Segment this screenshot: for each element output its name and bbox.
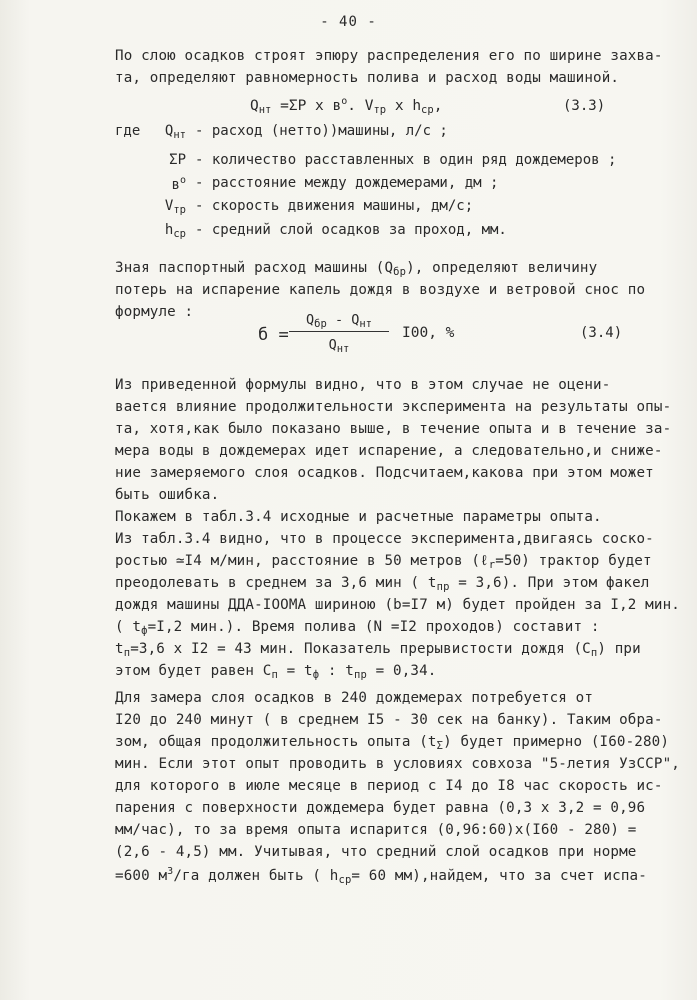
text-line: Покажем в табл.3.4 исходные и расчетные параметры опыта. <box>115 509 602 525</box>
text-fragment: = 3,6). При этом факел <box>449 575 650 591</box>
text-line: для которого в июле месяце в период с I4 до I8 час скорость ис- <box>115 778 663 794</box>
text-fragment: =3,6 x I2 = 43 мин. Показатель прерывистости дождя (C <box>130 641 591 657</box>
frac-sub: нт <box>336 343 350 355</box>
text-line <box>115 553 652 571</box>
formula-rhs-c: x h <box>386 98 422 114</box>
formula-lhs-sub: нт <box>258 104 272 116</box>
formula-rhs-sub2: ср <box>421 104 434 116</box>
def-text: - расстояние между дождемерами, дм ; <box>195 175 499 191</box>
text-fragment: : t <box>319 663 354 679</box>
text-line <box>115 619 600 637</box>
text-fragment: = 60 мм),найдем, что за счет испа- <box>351 868 647 884</box>
text-fragment: ) при <box>597 641 641 657</box>
text-sub: Σ <box>436 740 444 752</box>
text-line <box>115 641 641 659</box>
text-sub: п <box>590 647 598 659</box>
fraction-bar <box>289 331 389 332</box>
text-line: По слою осадков строят эпюру распределения его по ширине захва- <box>115 48 663 64</box>
text-fragment: =600 м <box>115 868 168 884</box>
text-line: (2,6 - 4,5) мм. Учитывая, что средний слой осадков при норме <box>115 844 637 860</box>
frac-sub: бр <box>314 318 327 330</box>
text-sub: ф <box>312 669 320 681</box>
frac-part: Q <box>328 337 337 353</box>
def-symbol <box>128 198 186 216</box>
def-symbol-main: в <box>171 177 180 193</box>
text-sup: 3 <box>167 866 174 877</box>
def-symbol <box>128 175 186 193</box>
text-line <box>115 663 436 681</box>
formula-rhs-b: . V <box>347 98 374 114</box>
text-line: дождя машины ДДА-IOOMA шириною (b=I7 м) будет пройден за I,2 мин. <box>115 597 680 613</box>
frac-part: Q <box>306 312 315 328</box>
text-fragment: = t <box>277 663 313 679</box>
formula-3-4-lhs: б = <box>258 325 289 345</box>
def-symbol <box>128 123 186 141</box>
text-fragment: ), определяют величину <box>406 260 598 276</box>
equation-number: (3.4) <box>580 325 623 341</box>
formula-rhs-a: =ΣP x в <box>271 98 342 114</box>
formula-3-4-denominator <box>287 337 391 355</box>
page-number: - 40 - <box>320 14 377 30</box>
text-fragment: t <box>115 641 124 657</box>
text-line: Для замера слоя осадков в 240 дождемерах потребуется от <box>115 690 594 706</box>
text-line <box>115 734 669 752</box>
def-symbol-sub: нт <box>173 129 186 141</box>
def-text: - расход (нетто))машины, л/с ; <box>195 123 448 139</box>
text-line: формуле : <box>115 304 194 320</box>
def-symbol <box>128 152 186 168</box>
text-line: быть ошибка. <box>115 487 220 503</box>
def-symbol-main: Q <box>164 123 174 139</box>
text-fragment: ( t <box>115 619 142 635</box>
formula-rhs-sup: o <box>341 96 348 107</box>
def-symbol-main: V <box>164 198 174 214</box>
text-sub: ср <box>338 874 352 886</box>
text-fragment: =I,2 мин.). Время полива (N =I2 проходов) составит : <box>147 619 600 635</box>
equation-number: (3.3) <box>563 98 606 114</box>
def-symbol-sup: o <box>179 175 186 186</box>
text-line <box>115 575 649 593</box>
where-label: где <box>115 123 141 139</box>
text-line: мера воды в дождемерах идет испарение, а следовательно,и сниже- <box>115 443 663 459</box>
frac-sub: нт <box>359 318 372 330</box>
def-symbol-sub: ср <box>173 228 186 240</box>
text-line <box>115 866 647 886</box>
text-sub: п <box>271 669 278 681</box>
def-text: - скорость движения машины, дм/с; <box>195 198 474 214</box>
formula-rhs-end: , <box>433 98 443 114</box>
text-line: потерь на испарение капель дождя в воздухе и ветровой снос по <box>115 282 646 298</box>
text-fragment: этом будет равен C <box>115 663 272 679</box>
def-symbol-main: h <box>164 222 174 238</box>
text-fragment: преодолевать в среднем за 3,6 мин ( t <box>115 575 437 591</box>
text-sub: пр <box>353 669 367 681</box>
frac-part: - Q <box>326 312 360 328</box>
text-sub: r <box>488 559 496 571</box>
text-fragment: = 0,34. <box>366 663 437 679</box>
text-fragment: /га должен быть ( h <box>173 868 339 884</box>
text-line: мм/час), то за время опыта испарится (0,96:60)x(I60 - 280) = <box>115 822 637 838</box>
def-symbol <box>128 222 186 240</box>
text-fragment: зом, общая продолжительность опыта (t <box>115 734 437 750</box>
formula-3-3 <box>250 96 442 116</box>
text-sub: ф <box>141 625 148 637</box>
formula-3-4-numerator <box>287 312 391 330</box>
text-line: ние замеряемого слоя осадков. Подсчитаем,какова при этом может <box>115 465 654 481</box>
text-line: Из табл.3.4 видно, что в процессе эксперимента,двигаясь соско- <box>115 531 654 547</box>
text-line: Из приведенной формулы видно, что в этом случае не оцени- <box>115 377 611 393</box>
text-fragment: ростью ≃I4 м/мин, расстояние в 50 метров (ℓ <box>115 553 489 569</box>
formula-rhs-sub1: тр <box>373 104 387 116</box>
text-line: парения с поверхности дождемера будет равна (0,3 x 3,2 = 0,96 <box>115 800 646 816</box>
formula-lhs: Q <box>250 98 259 114</box>
text-sub: пр <box>436 581 450 593</box>
text-line: та, хотя,как было показано выше, в течение опыта и в течение за- <box>115 421 672 437</box>
text-line: вается влияние продолжительности эксперимента на результаты опы- <box>115 399 672 415</box>
text-line: та, определяют равномерность полива и расход воды машиной. <box>115 70 620 86</box>
text-fragment: ) будет примерно (I60-280) <box>443 734 670 750</box>
text-sub: п <box>123 647 131 659</box>
text-line: мин. Если этот опыт проводить в условиях совхоза "5-летия УзССР", <box>115 756 680 772</box>
text-fragment: Зная паспортный расход машины (Q <box>115 260 394 276</box>
def-symbol-main: ΣP <box>169 152 186 168</box>
def-symbol-sub: тр <box>173 204 186 216</box>
text-fragment: =50) трактор будет <box>495 553 652 569</box>
formula-3-4-factor: I00, % <box>402 325 455 341</box>
def-text: - средний слой осадков за проход, мм. <box>195 222 507 238</box>
text-line <box>115 260 597 278</box>
def-text: - количество расставленных в один ряд дождемеров ; <box>195 152 617 168</box>
text-line: I20 до 240 минут ( в среднем I5 - 30 сек на банку). Таким обра- <box>115 712 663 728</box>
text-sub: бр <box>393 266 407 278</box>
